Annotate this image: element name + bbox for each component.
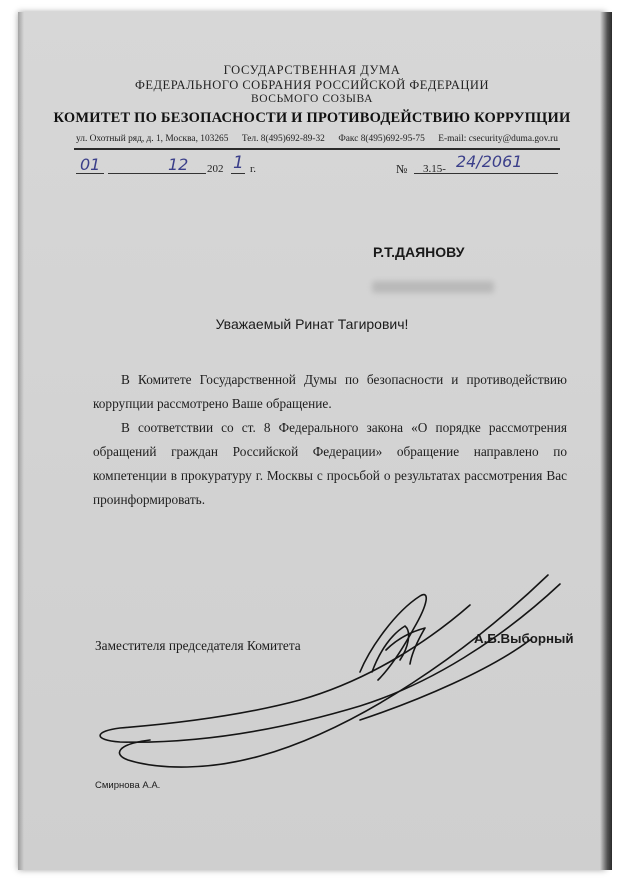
header-state-duma: ГОСУДАРСТВЕННАЯ ДУМА — [223, 63, 401, 77]
signature-stroke — [100, 584, 560, 742]
paragraph-2-text: В соответствии со ст. 8 Федерального закона «О порядке рассмотрения обращений граждан Российской Федерации» обращение направлено по компетенции в прокуратуру г. Москвы с просьбой о результатах рассмотрения Вас проинформировать. — [93, 420, 567, 507]
executor-name: Смирнова А.А. — [95, 780, 161, 791]
date-day: 01 — [80, 155, 101, 174]
committee-title: КОМИТЕТ ПО БЕЗОПАСНОСТИ И ПРОТИВОДЕЙСТВИЮ КОРРУПЦИИ — [53, 110, 571, 126]
number-handwritten: 24/2061 — [456, 152, 523, 171]
phone-number: Тел. 8(495)692-89-32 — [241, 134, 325, 144]
postal-address: ул. Охотный ряд, д. 1, Москва, 103265 — [76, 134, 229, 144]
signature-stroke — [360, 640, 530, 720]
signature-stroke — [119, 575, 548, 767]
email-address: E-mail: csecurity@duma.gov.ru — [438, 134, 558, 144]
signer-name: А.Б.Выборный — [474, 631, 574, 646]
addressee-name: Р.Т.ДАЯНОВУ — [373, 244, 465, 260]
number-prefix: 3.15- — [423, 163, 446, 175]
number-label: № — [396, 162, 408, 176]
header-convocation: ВОСЬМОГО СОЗЫВА — [250, 93, 374, 105]
date-year-prefix: 202 — [207, 163, 224, 175]
header-federal-assembly: ФЕДЕРАЛЬНОГО СОБРАНИЯ РОССИЙСКОЙ ФЕДЕРАЦИИ — [135, 78, 489, 92]
paragraph-1-text: В Комитете Государственной Думы по безопасности и противодействию коррупции рассмотрено Ваше обращение. — [93, 372, 567, 411]
date-year-digit: 1 — [233, 153, 244, 173]
salutation: Уважаемый Ринат Тагирович! — [215, 316, 409, 332]
date-month: 12 — [168, 155, 189, 174]
date-year-suffix: г. — [250, 163, 257, 175]
signature-stroke — [360, 595, 426, 680]
signer-title: Заместителя председателя Комитета — [95, 638, 301, 653]
signature-stroke — [386, 628, 425, 664]
fax-number: Факс 8(495)692-95-75 — [338, 134, 425, 144]
